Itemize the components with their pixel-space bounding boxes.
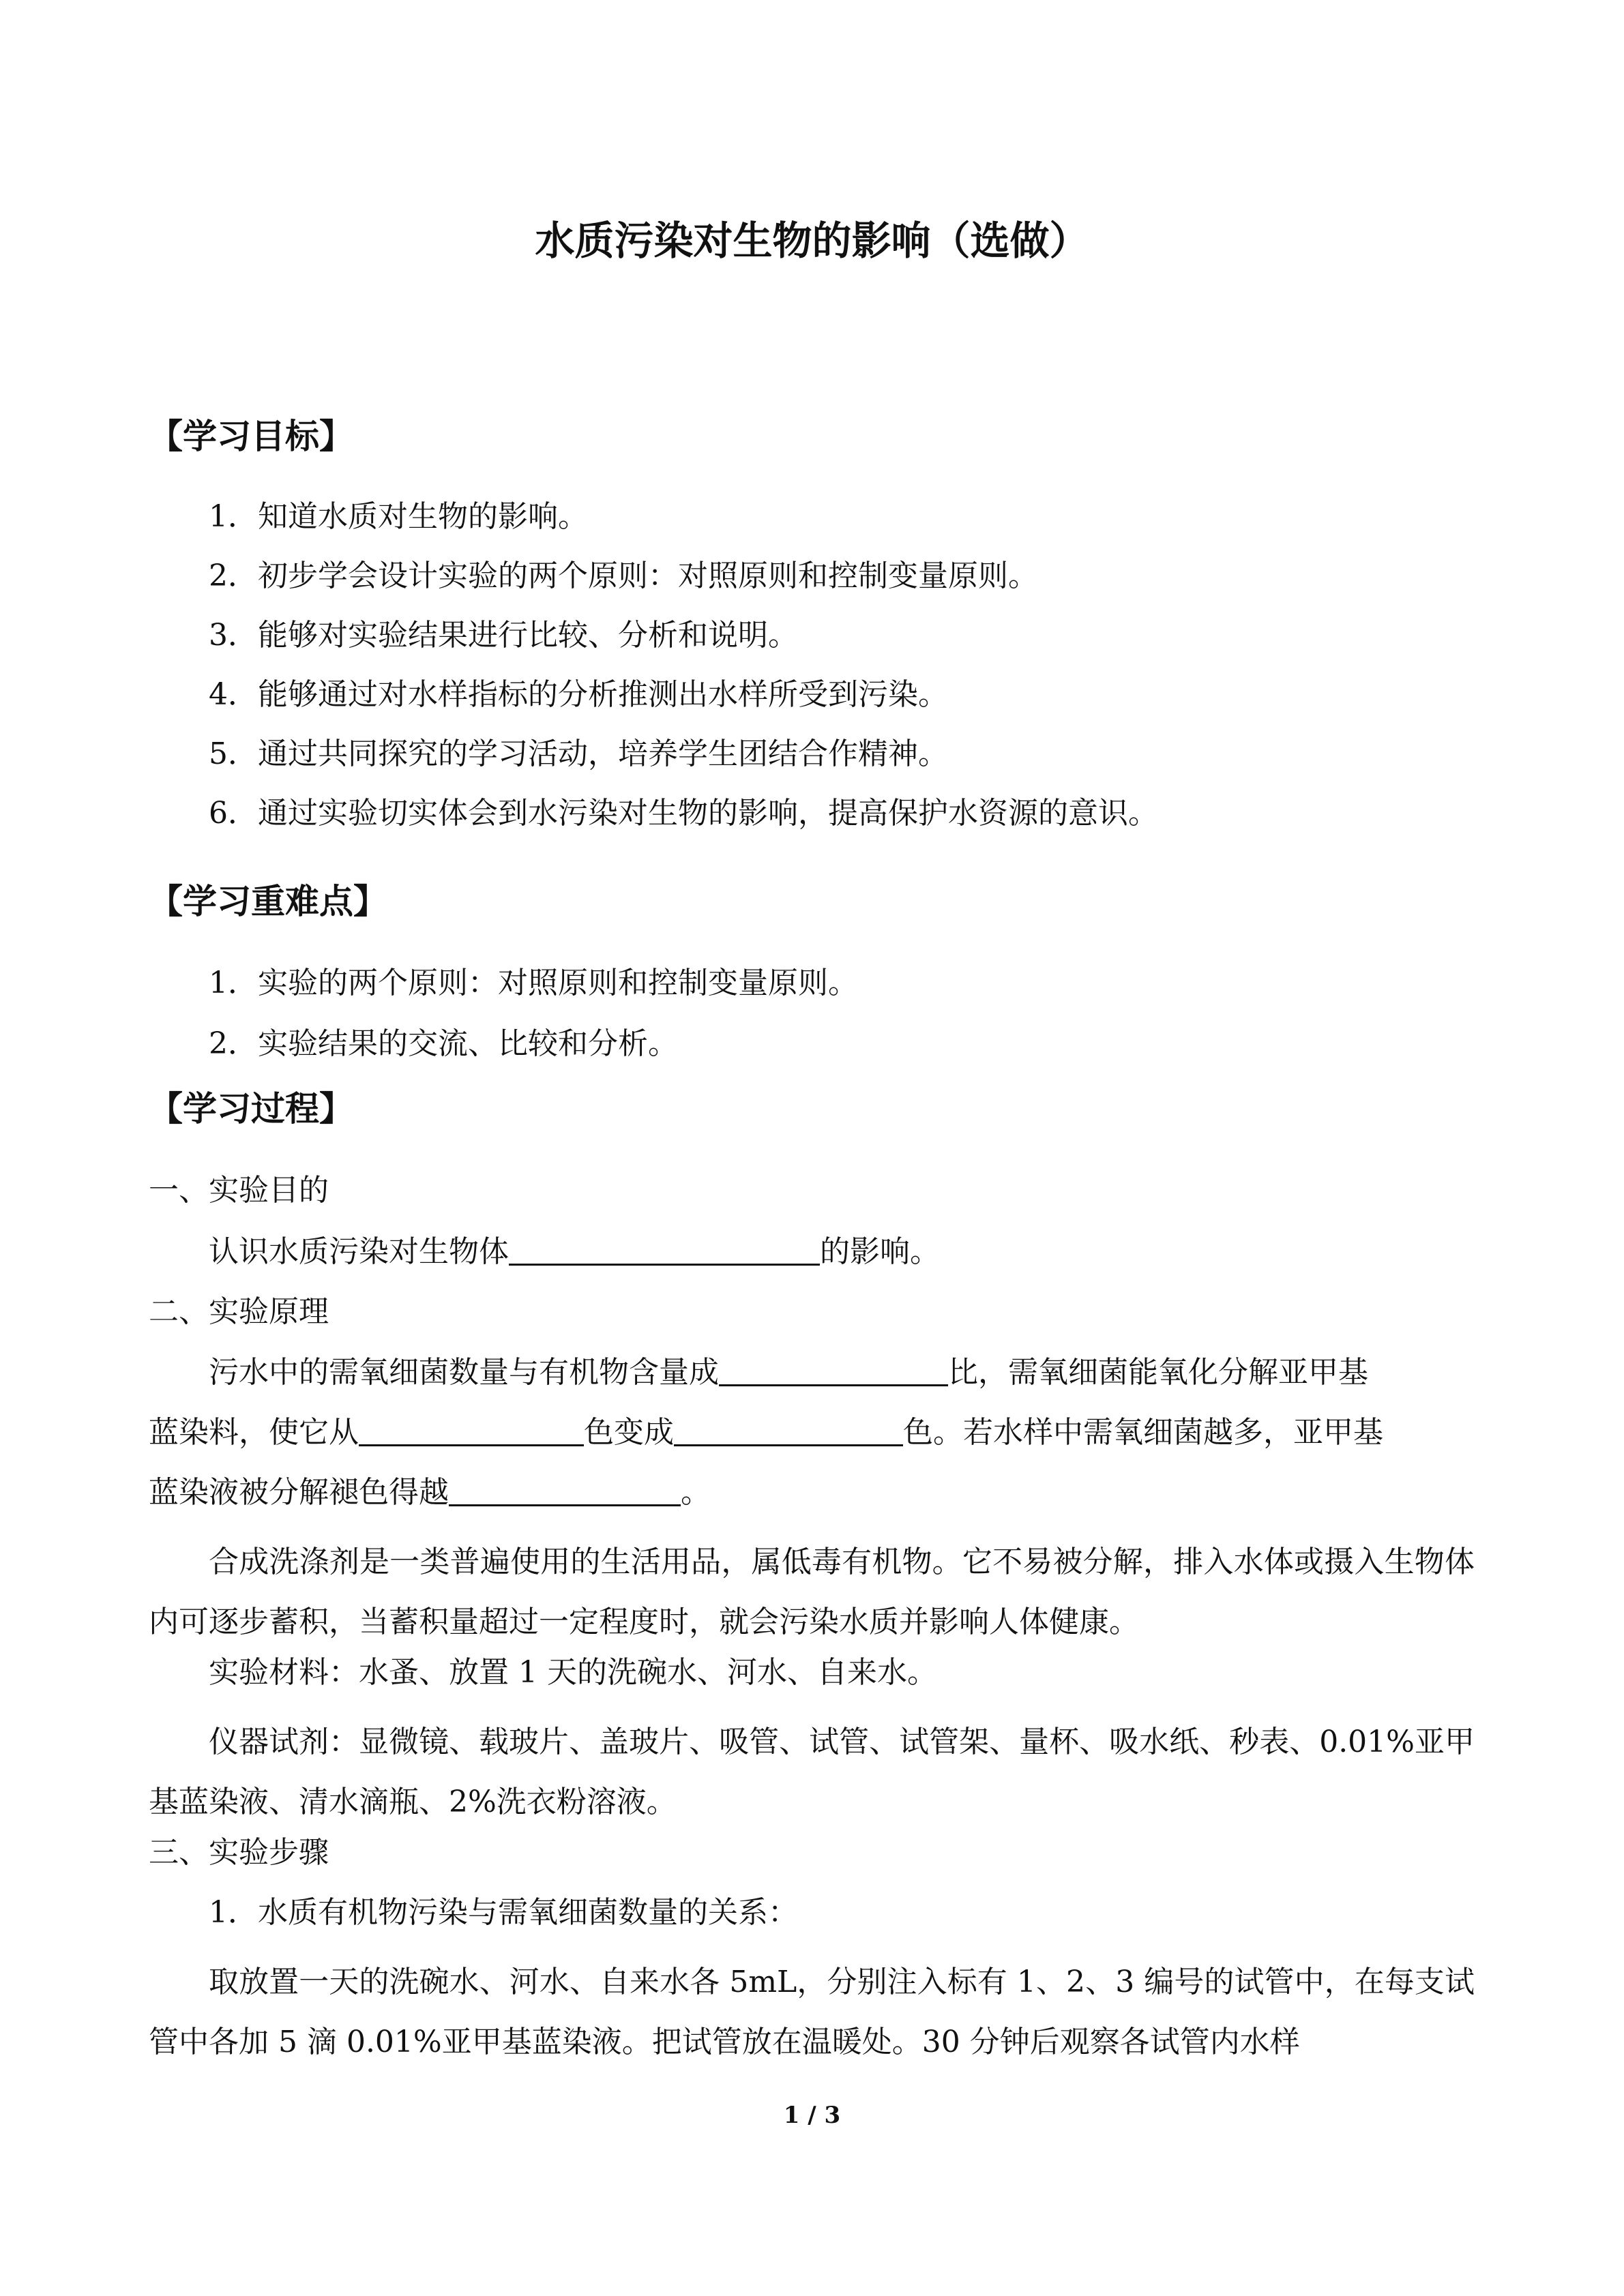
section-heading-goals: 【学习目标】 xyxy=(149,417,353,456)
subheading-purpose: 一、实验目的 xyxy=(149,1173,329,1208)
goal-item: 5．通过共同探究的学习活动，培养学生团结合作精神。 xyxy=(209,736,948,771)
goal-item: 3．能够对实验结果进行比较、分析和说明。 xyxy=(209,618,798,653)
goal-item: 1．知道水质对生物的影响。 xyxy=(209,499,588,534)
step-1-title: 1．水质有机物污染与需氧细菌数量的关系： xyxy=(209,1895,798,1930)
purpose-sentence xyxy=(209,1232,940,1272)
purpose-pre: 认识水质污染对生物体 xyxy=(209,1234,509,1269)
principle-text: 蓝染液被分解褪色得越 xyxy=(149,1475,449,1510)
fill-blank[interactable] xyxy=(449,1474,681,1506)
principle-text: 色变成 xyxy=(584,1415,674,1450)
principle-text: 。 xyxy=(681,1475,711,1510)
fill-blank[interactable] xyxy=(359,1414,584,1446)
goal-item: 2．初步学会设计实验的两个原则：对照原则和控制变量原则。 xyxy=(209,558,1038,593)
section-heading-process: 【学习过程】 xyxy=(149,1089,353,1129)
principle-line-3 xyxy=(149,1472,711,1513)
step-1-text: 取放置一天的洗碗水、河水、自来水各 5mL，分别注入标有 1、2、3 编号的试管中，在每支试管中各加 5 滴 0.01%亚甲基蓝染液。把试管放在温暖处。30 分钟后观察各试管内水样 xyxy=(149,1965,1475,2059)
goal-item: 6．通过实验切实体会到水污染对生物的影响，提高保护水资源的意识。 xyxy=(209,796,1158,831)
principle-text: 比，需氧细菌能氧化分解亚甲基 xyxy=(948,1355,1368,1390)
page-title: 水质污染对生物的影响（选做） xyxy=(535,218,1089,264)
key-point-item: 2．实验结果的交流、比较和分析。 xyxy=(209,1026,678,1061)
key-point-item: 1．实验的两个原则：对照原则和控制变量原则。 xyxy=(209,966,858,1000)
principle-line-1 xyxy=(209,1352,1368,1393)
fill-blank[interactable] xyxy=(674,1414,903,1446)
materials-line: 实验材料：水蚤、放置 1 天的洗碗水、河水、自来水。 xyxy=(209,1655,937,1690)
purpose-post: 的影响。 xyxy=(820,1234,940,1269)
section-heading-key-points: 【学习重难点】 xyxy=(149,882,387,921)
principle-text: 色。若水样中需氧细菌越多，亚甲基 xyxy=(903,1415,1383,1450)
page-number: 1 / 3 xyxy=(783,2102,841,2129)
instruments-paragraph: 仪器试剂：显微镜、载玻片、盖玻片、吸管、试管、试管架、量杯、吸水纸、秒表、0.01%亚甲基蓝染液、清水滴瓶、2%洗衣粉溶液。 xyxy=(149,1725,1475,1819)
principle-text: 蓝染料，使它从 xyxy=(149,1415,359,1450)
principle-text: 污水中的需氧细菌数量与有机物含量成 xyxy=(209,1355,719,1390)
fill-blank[interactable] xyxy=(509,1234,820,1266)
principle-line-2 xyxy=(149,1412,1383,1453)
subheading-steps: 三、实验步骤 xyxy=(149,1835,329,1870)
principle-paragraph-2: 合成洗涤剂是一类普遍使用的生活用品，属低毒有机物。它不易被分解，排入水体或摄入生物体内可逐步蓄积，当蓄积量超过一定程度时，就会污染水质并影响人体健康。 xyxy=(149,1545,1475,1639)
goal-item: 4．能够通过对水样指标的分析推测出水样所受到污染。 xyxy=(209,677,948,712)
subheading-principle: 二、实验原理 xyxy=(149,1294,329,1329)
fill-blank[interactable] xyxy=(719,1354,948,1386)
